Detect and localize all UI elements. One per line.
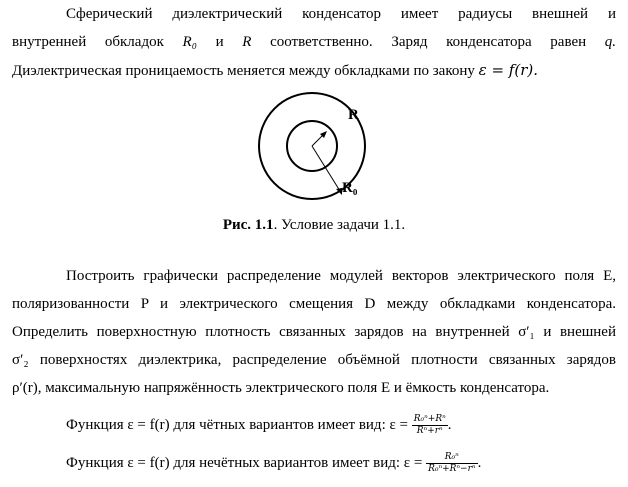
task-description [12,262,616,402]
label-outer-radius: R [348,107,359,123]
task-line-3: Определить поверхностную плотность связанных зарядов на внутренней σ′₁ и внешней [12,324,616,340]
task-line-4: σ′₂ поверхностях диэлектрика, распределение объёмной плотности связанных зарядов [12,352,616,368]
statement-line-3: Диэлектрическая проницаемость меняется между обкладками по закону ε = f(r). [12,61,538,79]
statement-line-2: внутренней обкладок R₀ и R соответственно. Заряд конденсатора равен q. [12,34,617,50]
problem-statement [12,0,616,84]
odd-variant-formula: Функция ε = f(r) для нечётных вариантов имеет вид: ε = $\frac{\text{R₀ⁿ}}{\text{R₀ⁿ+Rⁿ−rⁿ}}$ . [66,452,482,475]
odd-fraction: $\frac{\text{R₀ⁿ}}{\text{R₀ⁿ+Rⁿ−rⁿ}}$ [428,452,476,475]
statement-line-1: Сферический диэлектрический конденсатор имеет радиусы внешней и [66,6,616,22]
task-line-5: ρ′(r), максимальную напряжённость электрического поля E и ёмкость конденсатора. [12,380,550,396]
even-variant-formula: Функция ε = f(r) для чётных вариантов имеет вид: ε = $\frac{\text{R₀ⁿ+Rⁿ}}{\text{Rⁿ+rⁿ}}$ . [66,414,452,437]
capacitor-figure [258,88,368,204]
label-inner-radius: R₀ [342,180,358,196]
task-line-1: Построить графически распределение модулей векторов электрического поля E, [66,268,616,284]
even-fraction: $\frac{\text{R₀ⁿ+Rⁿ}}{\text{Rⁿ+rⁿ}}$ [413,414,446,437]
figure-caption: Рис. 1.1. Условие задачи 1.1. [222,217,406,233]
task-line-2: поляризованности P и электрического смещения D между обкладками конденсатора. [12,296,616,312]
